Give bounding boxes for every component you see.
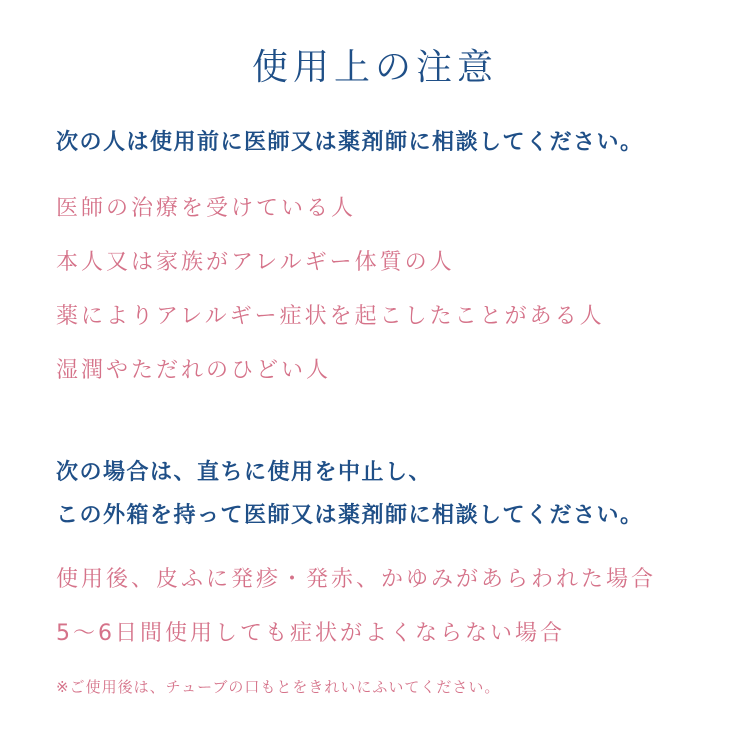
- section1-item-1: 医師の治療を受けている人: [56, 196, 357, 221]
- section1-item-2: 本人又は家族がアレルギー体質の人: [56, 250, 455, 275]
- section1-item-4: 湿潤やただれのひどい人: [56, 358, 332, 383]
- usage-note: ※ご使用後は、チューブの口もとをきれいにふいてください。: [56, 678, 501, 696]
- section2-item-1: 使用後、皮ふに発疹・発赤、かゆみがあらわれた場合: [56, 567, 657, 592]
- section2-heading-line-2: この外箱を持って医師又は薬剤師に相談してください。: [56, 503, 644, 528]
- section2-item-2: 5〜6日間使用しても症状がよくならない場合: [56, 621, 565, 646]
- page-title: 使用上の注意: [251, 47, 498, 88]
- section1-item-3: 薬によりアレルギー症状を起こしたことがある人: [56, 304, 605, 329]
- section2-heading-line-1: 次の場合は、直ちに使用を中止し、: [56, 460, 433, 485]
- section1-heading: 次の人は使用前に医師又は薬剤師に相談してください。: [56, 130, 644, 155]
